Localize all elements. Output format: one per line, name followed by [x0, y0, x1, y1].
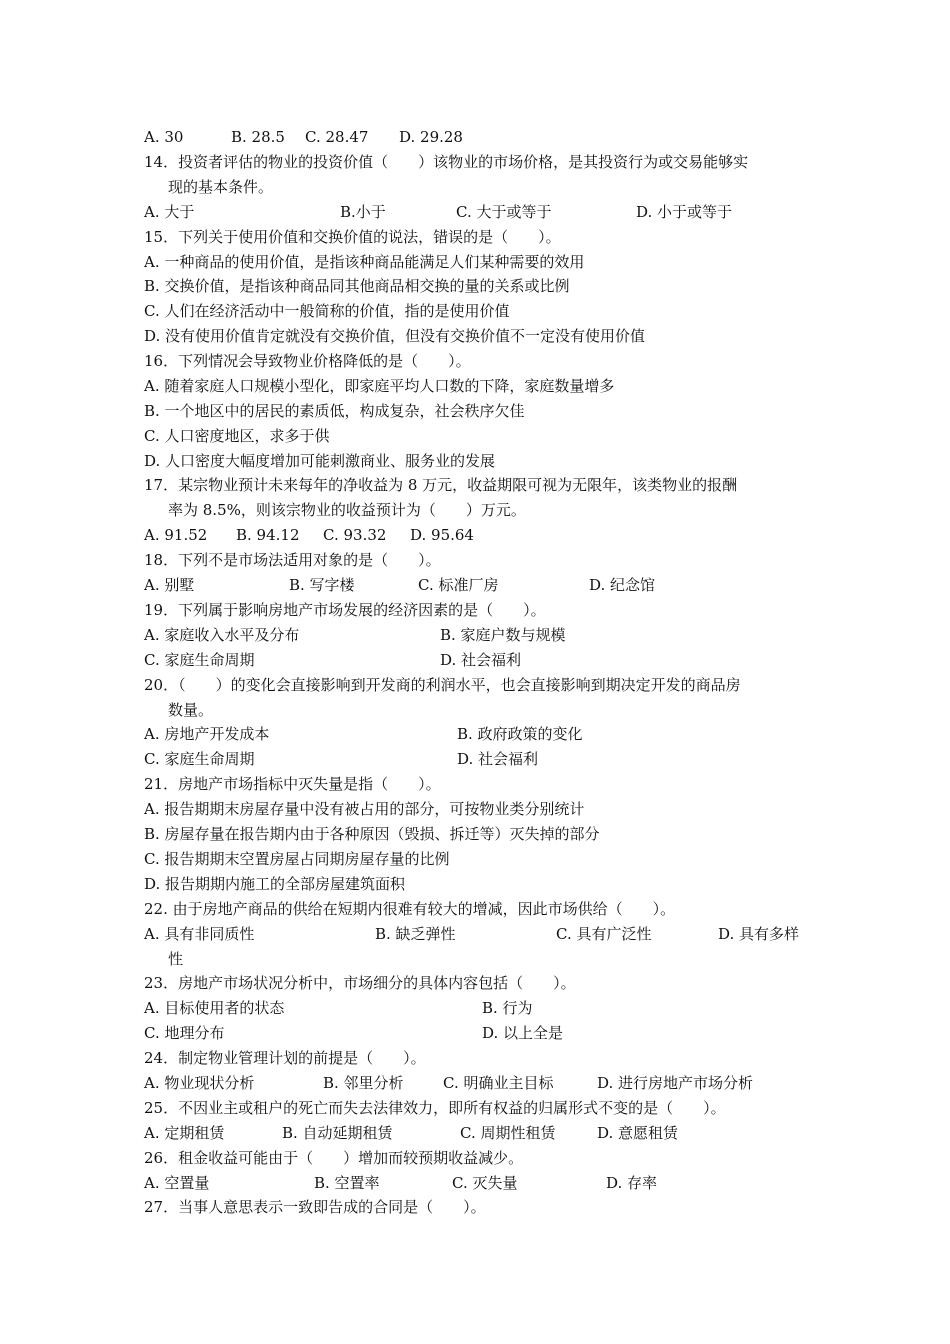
q26-option-d: D. 存率 — [606, 1174, 658, 1192]
q20-stem: 20．（ ）的变化会直接影响到开发商的利润水平，也会直接影响到期决定开发的商品房 — [144, 676, 741, 694]
q17-option-b: B. 94.12 — [236, 526, 300, 544]
q16-stem: 16．下列情况会导致物业价格降低的是（ ）。 — [144, 352, 471, 370]
q14-stem-continued: 现的基本条件。 — [168, 178, 274, 196]
q21-option-a: A. 报告期期末房屋存量中没有被占用的部分，可按物业类分别统计 — [144, 800, 585, 818]
q15-stem: 15．下列关于使用价值和交换价值的说法，错误的是（ ）。 — [144, 228, 561, 246]
q18-option-c: C. 标准厂房 — [418, 576, 499, 594]
q17-option-c: C. 93.32 — [323, 526, 387, 544]
q25-option-c: C. 周期性租赁 — [460, 1124, 556, 1142]
q17-option-a: A. 91.52 — [144, 526, 208, 544]
q13-option-a: A. 30 — [144, 128, 184, 146]
q18-option-d: D. 纪念馆 — [589, 576, 656, 594]
q23-stem: 23．房地产市场状况分析中，市场细分的具体内容包括（ ）。 — [144, 974, 576, 992]
q15-option-b: B. 交换价值，是指该种商品同其他商品相交换的量的关系或比例 — [144, 277, 570, 295]
q25-stem: 25．不因业主或租户的死亡而失去法律效力，即所有权益的归属形式不变的是（ ）。 — [144, 1099, 726, 1117]
q26-stem: 26．租金收益可能由于（ ）增加而较预期收益减少。 — [144, 1149, 524, 1167]
q26-option-b: B. 空置率 — [314, 1174, 380, 1192]
q17-option-d: D. 95.64 — [410, 526, 474, 544]
q13-option-b: B. 28.5 — [231, 128, 285, 146]
q22-option-a: A. 具有非同质性 — [144, 925, 255, 943]
q25-option-d: D. 意愿租赁 — [597, 1124, 679, 1142]
q18-stem: 18．下列不是市场法适用对象的是（ ）。 — [144, 551, 441, 569]
q14-option-d: D. 小于或等于 — [636, 203, 733, 221]
q18-option-a: A. 别墅 — [144, 576, 195, 594]
q23-option-d: D. 以上全是 — [482, 1024, 564, 1042]
q14-option-c: C. 大于或等于 — [456, 203, 552, 221]
q16-option-d: D. 人口密度大幅度增加可能刺激商业、服务业的发展 — [144, 452, 496, 470]
q17-stem: 17．某宗物业预计未来每年的净收益为 8 万元，收益期限可视为无限年，该类物业的报酬 — [144, 476, 738, 494]
q27-stem: 27．当事人意思表示一致即告成的合同是（ ）。 — [144, 1198, 486, 1216]
q21-stem: 21．房地产市场指标中灭失量是指（ ）。 — [144, 775, 441, 793]
q24-stem: 24．制定物业管理计划的前提是（ ）。 — [144, 1049, 426, 1067]
q21-option-b: B. 房屋存量在报告期内由于各种原因（毁损、拆迁等）灭失掉的部分 — [144, 825, 600, 843]
q23-option-b: B. 行为 — [482, 999, 533, 1017]
q24-option-b: B. 邻里分析 — [323, 1074, 404, 1092]
q15-option-d: D. 没有使用价值肯定就没有交换价值，但没有交换价值不一定没有使用价值 — [144, 327, 646, 345]
q18-option-b: B. 写字楼 — [289, 576, 355, 594]
q19-option-b: B. 家庭户数与规模 — [440, 626, 566, 644]
q15-option-c: C. 人们在经济活动中一般简称的价值，指的是使用价值 — [144, 302, 510, 320]
q14-option-b: B.小于 — [340, 203, 386, 221]
q14-stem: 14．投资者评估的物业的投资价值（ ）该物业的市场价格，是其投资行为或交易能够实 — [144, 153, 749, 171]
q20-stem-continued: 数量。 — [168, 701, 214, 719]
q19-option-c: C. 家庭生命周期 — [144, 651, 255, 669]
q23-option-a: A. 目标使用者的状态 — [144, 999, 285, 1017]
q14-option-a: A. 大于 — [144, 203, 195, 221]
q20-option-c: C. 家庭生命周期 — [144, 750, 255, 768]
q22-option-b: B. 缺乏弹性 — [375, 925, 456, 943]
q13-option-c: C. 28.47 — [305, 128, 369, 146]
q23-option-c: C. 地理分布 — [144, 1024, 225, 1042]
q22-option-d: D. 具有多样 — [718, 925, 800, 943]
q15-option-a: A. 一种商品的使用价值，是指该种商品能满足人们某种需要的效用 — [144, 253, 585, 271]
q21-option-c: C. 报告期期末空置房屋占同期房屋存量的比例 — [144, 850, 450, 868]
q13-option-d: D. 29.28 — [399, 128, 463, 146]
q20-option-a: A. 房地产开发成本 — [144, 725, 270, 743]
q22-option-d-wrap: 性 — [168, 950, 184, 968]
q25-option-b: B. 自动延期租赁 — [282, 1124, 393, 1142]
q16-option-c: C. 人口密度地区，求多于供 — [144, 427, 330, 445]
q19-option-a: A. 家庭收入水平及分布 — [144, 626, 300, 644]
q24-option-d: D. 进行房地产市场分析 — [597, 1074, 754, 1092]
q17-stem-continued: 率为 8.5%，则该宗物业的收益预计为（ ）万元。 — [168, 501, 526, 519]
q24-option-a: A. 物业现状分析 — [144, 1074, 255, 1092]
q19-option-d: D. 社会福利 — [440, 651, 522, 669]
q25-option-a: A. 定期租赁 — [144, 1124, 225, 1142]
q16-option-b: B. 一个地区中的居民的素质低，构成复杂，社会秩序欠佳 — [144, 402, 525, 420]
q20-option-d: D. 社会福利 — [457, 750, 539, 768]
q20-option-b: B. 政府政策的变化 — [457, 725, 583, 743]
q16-option-a: A. 随着家庭人口规模小型化，即家庭平均人口数的下降，家庭数量增多 — [144, 377, 615, 395]
q24-option-c: C. 明确业主目标 — [443, 1074, 554, 1092]
q22-option-c: C. 具有广泛性 — [556, 925, 652, 943]
q19-stem: 19．下列属于影响房地产市场发展的经济因素的是（ ）。 — [144, 601, 546, 619]
q26-option-a: A. 空置量 — [144, 1174, 210, 1192]
q22-stem: 22. 由于房地产商品的供给在短期内很难有较大的增减，因此市场供给（ ）。 — [144, 900, 676, 918]
q26-option-c: C. 灭失量 — [452, 1174, 518, 1192]
q21-option-d: D. 报告期期内施工的全部房屋建筑面积 — [144, 875, 406, 893]
